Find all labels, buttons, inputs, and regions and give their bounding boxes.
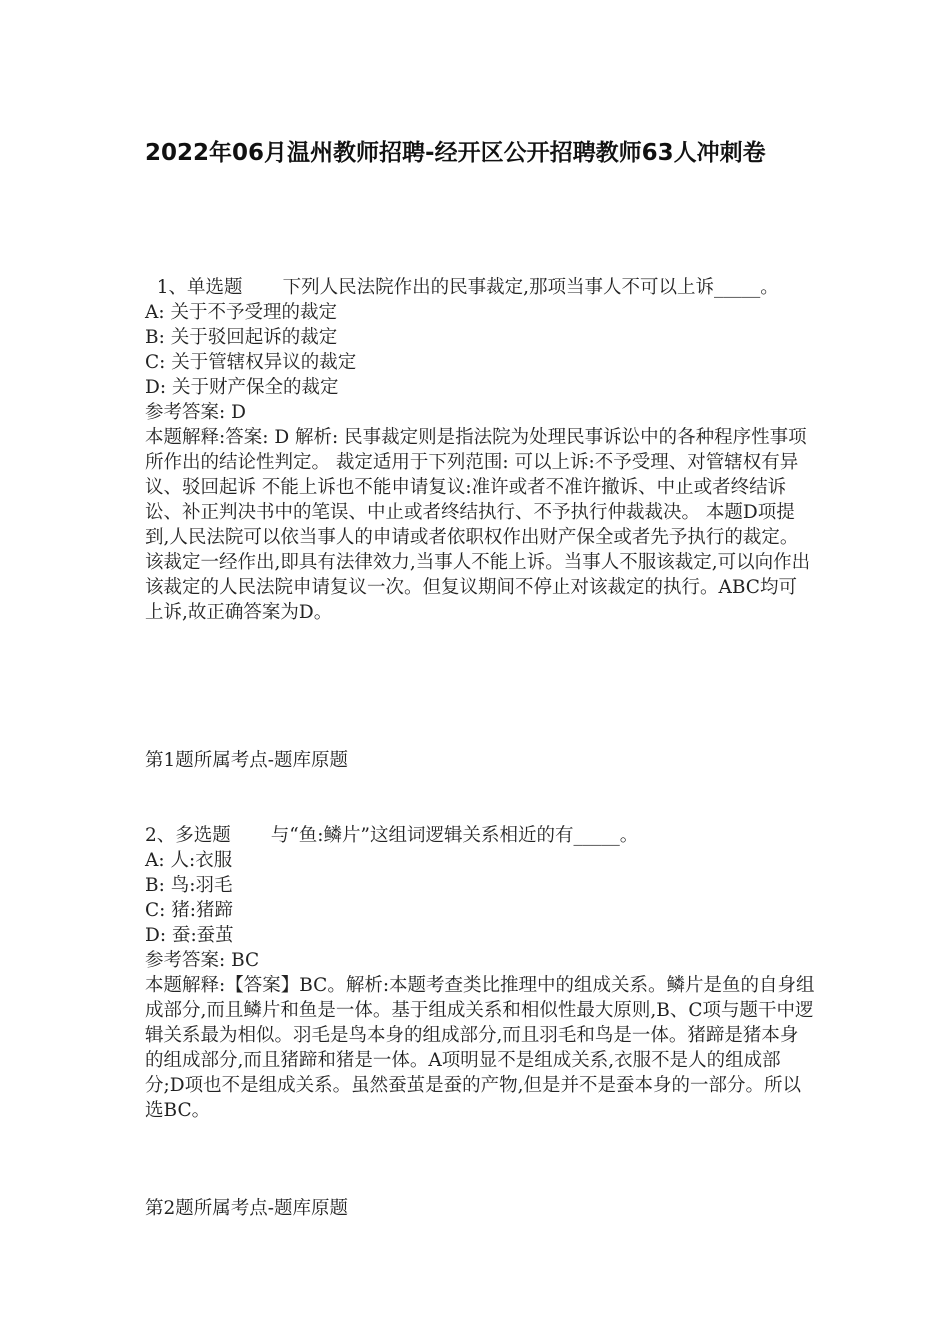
option-b: B: 关于驳回起诉的裁定 [145, 327, 338, 348]
reference-answer: 参考答案: BC [145, 950, 260, 971]
question-header [145, 275, 815, 300]
option-d: D: 蚕:蚕茧 [145, 925, 234, 946]
option-a: A: 关于不予受理的裁定 [145, 302, 337, 323]
question-2 [145, 823, 815, 1123]
question-type: 多选题 [175, 825, 231, 846]
option-c: C: 猪:猪蹄 [145, 900, 234, 921]
question-stem: 下列人民法院作出的民事裁定,那项当事人不可以上诉_____。 [282, 277, 779, 298]
option-d: D: 关于财产保全的裁定 [145, 377, 339, 398]
question-type: 单选题 [187, 277, 243, 298]
explanation: 本题解释:答案: D 解析: 民事裁定则是指法院为处理民事诉讼中的各种程序性事项所作出的结论性判定。 裁定适用于下列范围: 可以上诉:不予受理、对管辖权有异议、驳回起诉 不能上诉也不能申请复议:准许或者不准许撤诉、中止或者终结诉讼、补正判决书中的笔误、中止或者终结执行、不予执行仲裁裁决。 本题D项提到,人民法院可以依当事人的申请或者依职权作出财产保全或者先予执行的裁定。该裁定一经作出,即具有法律效力,当事人不能上诉。当事人不服该裁定,可以向作出该裁定的人民法院申请复议一次。但复议期间不停止对该裁定的执行。ABC均可上诉,故正确答案为D。 [145, 427, 811, 623]
document-title: 2022年06月温州教师招聘-经开区公开招聘教师63人冲刺卷 [145, 140, 766, 166]
question-stem: 与“鱼:鳞片”这组词逻辑关系相近的有_____。 [270, 825, 639, 846]
question-1 [145, 275, 815, 625]
option-b: B: 鸟:羽毛 [145, 875, 233, 896]
reference-answer: 参考答案: D [145, 402, 246, 423]
option-a: A: 人:衣服 [145, 850, 233, 871]
question-header [145, 823, 815, 848]
knowledge-point-1: 第1题所属考点-题库原题 [145, 750, 349, 771]
explanation: 本题解释:【答案】BC。解析:本题考查类比推理中的组成关系。鳞片是鱼的自身组成部分,而且鳞片和鱼是一体。基于组成关系和相似性最大原则,B、C项与题干中逻辑关系最为相似。羽毛是鸟本身的组成部分,而且羽毛和鸟是一体。猪蹄是猪本身的组成部分,而且猪蹄和猪是一体。A项明显不是组成关系,衣服不是人的组成部分;D项也不是组成关系。虽然蚕茧是蚕的产物,但是并不是蚕本身的一部分。所以选BC。 [145, 975, 815, 1121]
option-c: C: 关于管辖权异议的裁定 [145, 352, 357, 373]
question-number: 1、 [156, 277, 188, 298]
knowledge-point-2: 第2题所属考点-题库原题 [145, 1198, 349, 1219]
question-number: 2、 [145, 825, 176, 846]
